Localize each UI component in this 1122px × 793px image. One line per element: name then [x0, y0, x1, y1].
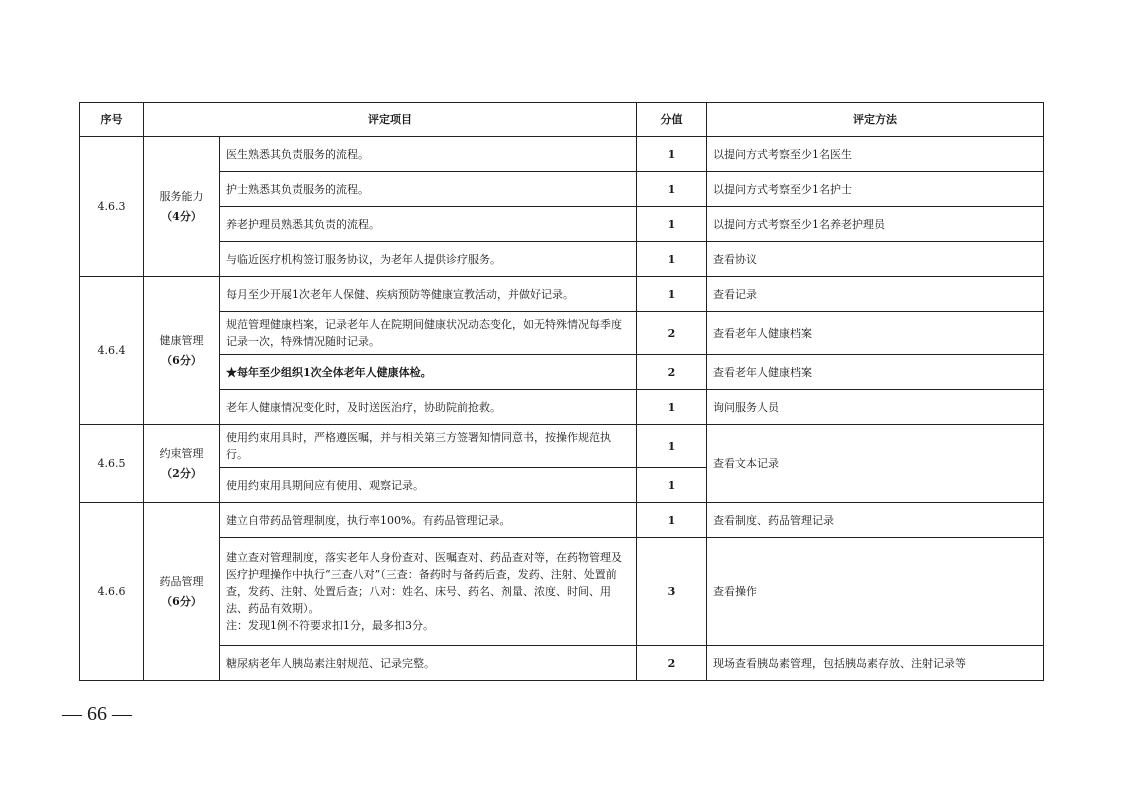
item-score: 1 [637, 207, 707, 242]
header-score: 分值 [637, 103, 707, 137]
item-method: 现场查看胰岛素管理，包括胰岛素存放、注射记录等 [707, 646, 1044, 681]
header-item: 评定项目 [144, 103, 637, 137]
table-row [80, 137, 1044, 172]
item-score: 1 [637, 172, 707, 207]
table-row [80, 242, 1044, 277]
group-category [144, 425, 220, 503]
category-name: 约束管理 [159, 446, 204, 460]
item-text: 规范管理健康档案，记录老年人在院期间健康状况动态变化，如无特殊情况每季度记录一次，特殊情况随时记录。 [220, 312, 637, 355]
item-text: ★每年至少组织1次全体老年人健康体检。 [220, 355, 637, 390]
table-row [80, 207, 1044, 242]
header-seq: 序号 [80, 103, 144, 137]
category-name: 药品管理 [159, 574, 204, 588]
item-score: 1 [637, 503, 707, 538]
table-row [80, 646, 1044, 681]
item-method: 以提问方式考察至少1名养老护理员 [707, 207, 1044, 242]
item-text: 建立自带药品管理制度，执行率100%。有药品管理记录。 [220, 503, 637, 538]
table-row [80, 172, 1044, 207]
item-method: 查看文本记录 [707, 425, 1044, 503]
item-method: 查看协议 [707, 242, 1044, 277]
item-score: 1 [637, 277, 707, 312]
item-score: 2 [637, 312, 707, 355]
item-method: 询问服务人员 [707, 390, 1044, 425]
item-text-with-note [220, 538, 637, 646]
item-text: 建立查对管理制度，落实老年人身份查对、医嘱查对、药品查对等，在药物管理及医疗护理操作中执行“三查八对”（三查：备药时与备药后查，发药、注射、处置前查，发药、注射、处置后查；八对：姓名、床号、药名、剂量、浓度、时间、用法、药品有效期）。 [226, 551, 622, 615]
item-method: 以提问方式考察至少1名医生 [707, 137, 1044, 172]
item-text: 糖尿病老年人胰岛素注射规范、记录完整。 [220, 646, 637, 681]
item-score: 1 [637, 137, 707, 172]
page-number: — 66 — [62, 703, 132, 725]
table-row [80, 538, 1044, 646]
item-text: 与临近医疗机构签订服务协议，为老年人提供诊疗服务。 [220, 242, 637, 277]
category-score: （6分） [161, 594, 202, 608]
table-row [80, 355, 1044, 390]
item-note: 注：发现1例不符要求扣1分，最多扣3分。 [226, 619, 434, 632]
item-method: 查看记录 [707, 277, 1044, 312]
table-row [80, 312, 1044, 355]
item-text: 护士熟悉其负责服务的流程。 [220, 172, 637, 207]
item-score: 3 [637, 538, 707, 646]
table-row [80, 425, 1044, 468]
item-text: 老年人健康情况变化时，及时送医治疗，协助院前抢救。 [220, 390, 637, 425]
item-text: 医生熟悉其负责服务的流程。 [220, 137, 637, 172]
item-text: 养老护理员熟悉其负责的流程。 [220, 207, 637, 242]
category-score: （2分） [161, 466, 202, 480]
item-score: 2 [637, 646, 707, 681]
item-text: 使用约束用具时，严格遵医嘱，并与相关第三方签署知情同意书，按操作规范执行。 [220, 425, 637, 468]
item-text: 使用约束用具期间应有使用、观察记录。 [220, 468, 637, 503]
item-score: 1 [637, 425, 707, 468]
category-name: 健康管理 [159, 333, 204, 347]
group-seq: 4.6.5 [80, 425, 144, 503]
category-name: 服务能力 [159, 189, 204, 203]
item-text: 每月至少开展1次老年人保健、疾病预防等健康宣教活动，并做好记录。 [220, 277, 637, 312]
category-score: （4分） [161, 209, 202, 223]
evaluation-table [79, 102, 1044, 681]
item-score: 2 [637, 355, 707, 390]
item-score: 1 [637, 242, 707, 277]
item-method: 以提问方式考察至少1名护士 [707, 172, 1044, 207]
group-category [144, 503, 220, 681]
group-category [144, 277, 220, 425]
table-header-row [80, 103, 1044, 137]
item-method: 查看制度、药品管理记录 [707, 503, 1044, 538]
table-row [80, 390, 1044, 425]
table-row [80, 277, 1044, 312]
group-category [144, 137, 220, 277]
group-seq: 4.6.6 [80, 503, 144, 681]
group-seq: 4.6.3 [80, 137, 144, 277]
item-method: 查看老年人健康档案 [707, 355, 1044, 390]
item-method: 查看老年人健康档案 [707, 312, 1044, 355]
category-score: （6分） [161, 353, 202, 367]
table-row [80, 503, 1044, 538]
group-seq: 4.6.4 [80, 277, 144, 425]
item-score: 1 [637, 468, 707, 503]
item-method: 查看操作 [707, 538, 1044, 646]
header-method: 评定方法 [707, 103, 1044, 137]
item-score: 1 [637, 390, 707, 425]
